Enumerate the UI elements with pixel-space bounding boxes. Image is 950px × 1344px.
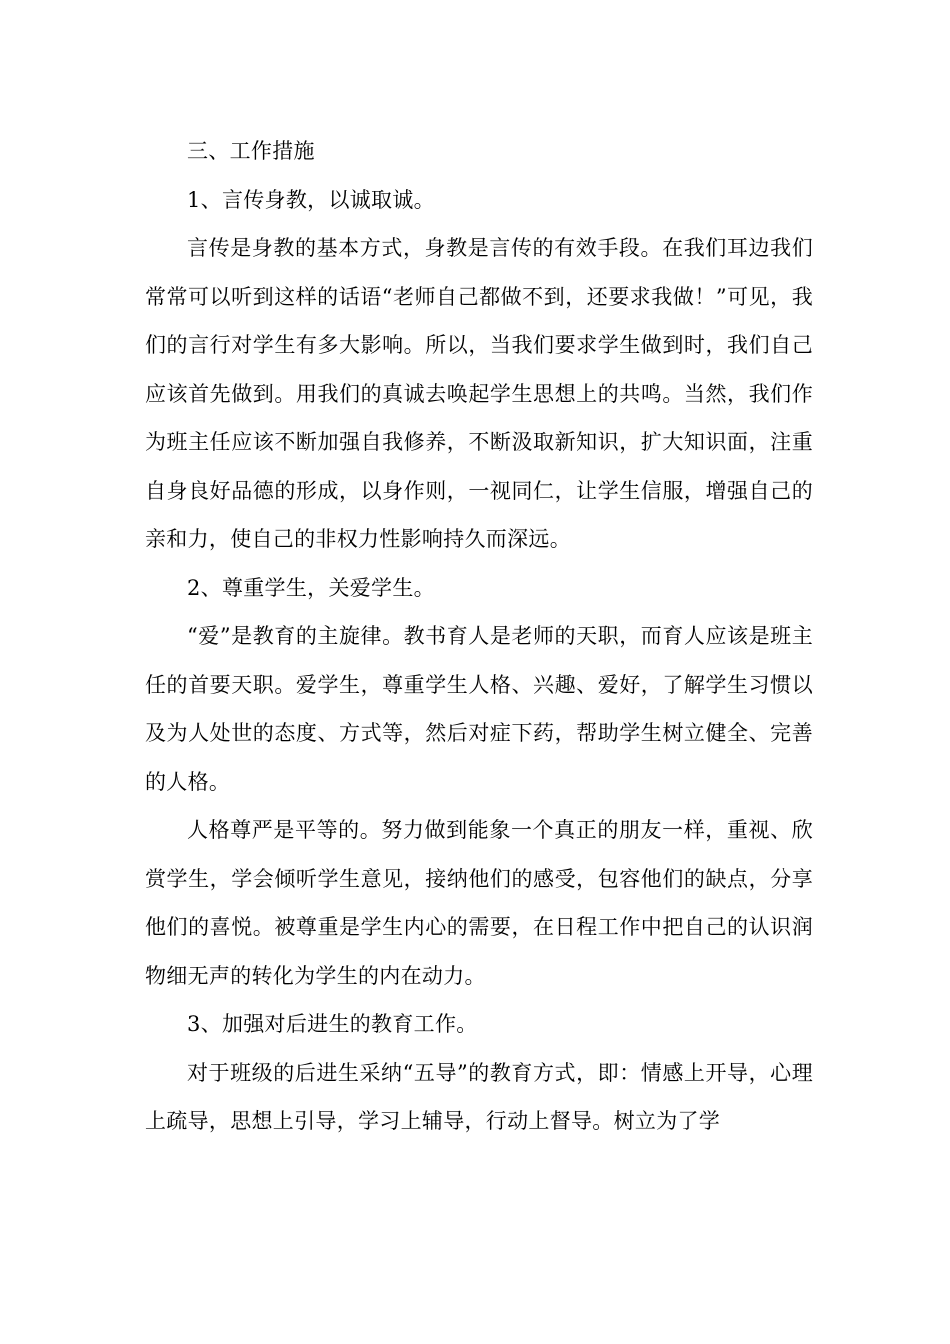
body-paragraph-3: 人格尊严是平等的。努力做到能象一个真正的朋友一样，重视、欣赏学生，学会倾听学生意见，接纳他们的感受，包容他们的缺点，分享他们的喜悦。被尊重是学生内心的需要，在日程工作中把自己的认识润物细无声的转化为学生的内在动力。	[145, 818, 813, 988]
subsection-heading-1: 1、言传身教，以诚取诚。	[187, 187, 435, 212]
body-paragraph-4: 对于班级的后进生采纳“五导”的教育方式，即：情感上开导，心理上疏导，思想上引导，学习上辅导，行动上督导。树立为了学	[145, 1060, 813, 1133]
subsection-heading-2: 2、尊重学生，关爱学生。	[187, 575, 435, 600]
subsection-heading-3: 3、加强对后进生的教育工作。	[187, 1012, 478, 1036]
document-body	[145, 127, 813, 1146]
section-heading: 三、工作措施	[187, 139, 315, 163]
body-paragraph-1: 言传是身教的基本方式，身教是言传的有效手段。在我们耳边我们常常可以听到这样的话语“老师自己都做不到，还要求我做！”可见，我们的言行对学生有多大影响。所以，当我们要求学生做到时，我们自己应该首先做到。用我们的真诚去唤起学生思想上的共鸣。当然，我们作为班主任应该不断加强自我修养，不断汲取新知识，扩大知识面，注重自身良好品德的形成，以身作则，一视同仁，让学生信服，增强自己的亲和力，使自己的非权力性影响持久而深远。	[145, 236, 813, 551]
body-paragraph-2: “爱”是教育的主旋律。教书育人是老师的天职，而育人应该是班主任的首要天职。爱学生，尊重学生人格、兴趣、爱好，了解学生习惯以及为人处世的态度、方式等，然后对症下药，帮助学生树立健全、完善的人格。	[145, 624, 813, 794]
